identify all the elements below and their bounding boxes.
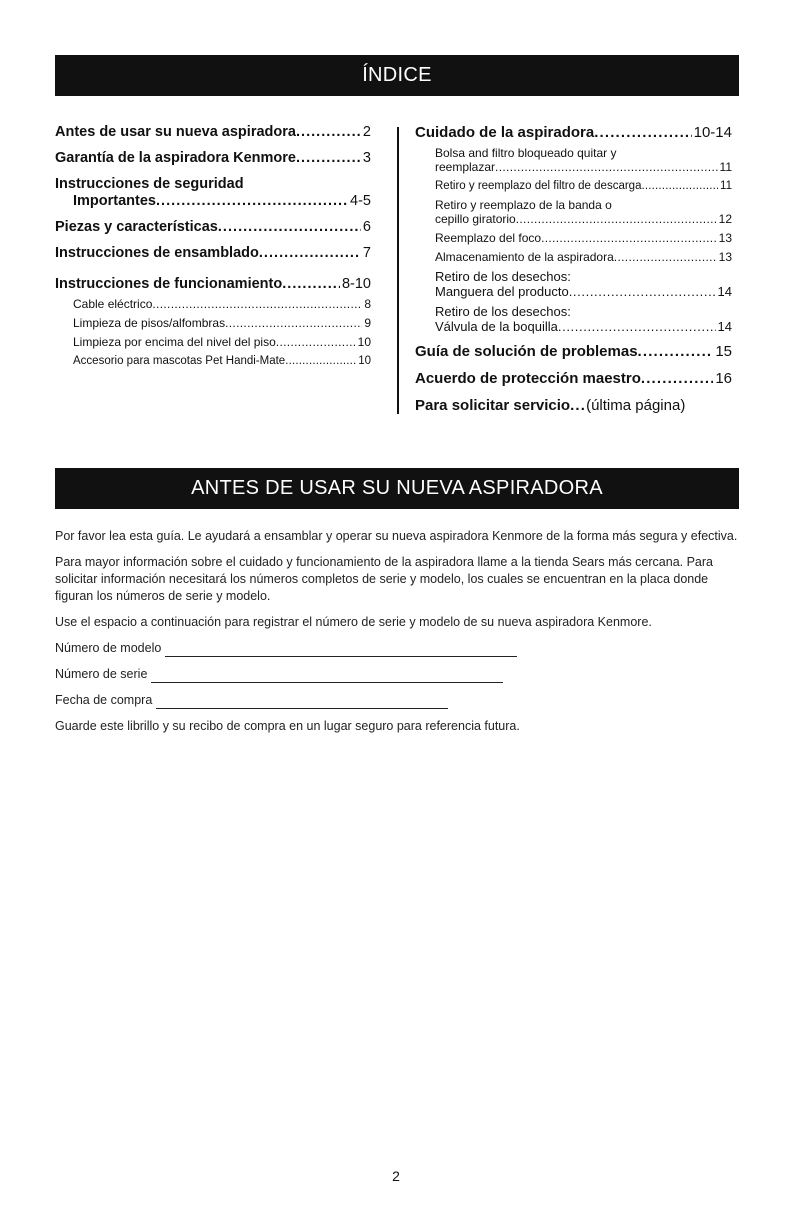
toc-sub-page: 9 [364,316,371,330]
intro-section [55,528,739,744]
toc-entry-page: (última página) [586,397,686,414]
toc-header: ÍNDICE [55,55,739,96]
toc-entry-page: 16 [715,370,732,387]
toc-sub-entry[interactable] [435,269,732,299]
toc-sub-entry[interactable] [435,198,732,226]
paragraph: Para mayor información sobre el cuidado y funcionamiento de la aspiradora llame a la tienda Sears más cercana. Para solicitar información necesitará los números completos de serie y modelo, los cuales se encuentran en la placa donde figuran los números de serie y modelo. [55,555,713,603]
leader-dots [296,150,361,167]
toc-sub-title: Manguera del producto [435,284,569,299]
purchase-date-line[interactable] [156,694,448,709]
toc-sub-title: Cable eléctrico [73,297,153,311]
toc-sub-title-line1: Retiro y reemplazo de la banda o [435,198,612,212]
toc-sub-title: Accesorio para mascotas Pet Handi-Mate [73,355,286,367]
toc-sub-page: 13 [718,231,732,245]
toc-entry-title: Acuerdo de protección maestro [415,370,641,387]
toc-sub-title: Limpieza de pisos/alfombras [73,316,226,330]
toc-entry-title-line1: Instrucciones de seguridad [55,176,244,192]
toc-sub-title: cepillo giratorio [435,212,516,226]
toc-entry-title: Instrucciones de funcionamiento [55,276,283,292]
leader-dots [285,354,356,368]
toc-entry-page: 15 [715,343,732,360]
toc-entry-title: Instrucciones de ensamblado [55,245,259,261]
leader-dots [638,343,714,361]
leader-dots [218,219,361,236]
model-number-field [55,640,739,657]
toc-sub-title: reemplazar [435,160,496,174]
toc-sub-title: Limpieza por encima del nivel del piso [73,335,276,349]
toc-sub-entry[interactable] [435,250,732,264]
leader-dots [225,316,362,330]
toc-sub-entry[interactable] [435,231,732,245]
toc-entry-page: 10-14 [693,124,732,141]
purchase-date-label: Fecha de compra [55,693,153,707]
leader-dots [152,297,362,311]
toc-sub-title-line1: Bolsa and filtro bloqueado quitar y [435,146,617,160]
toc-entry-page: 4-5 [350,193,371,209]
leader-dots [276,335,356,349]
leader-dots [569,284,716,299]
leader-dots [594,124,691,142]
toc-sub-page: 10 [358,355,371,367]
toc-sub-page: 14 [717,284,732,299]
toc-sub-list [73,297,371,368]
model-number-line[interactable] [165,642,517,657]
toc-left-column [55,124,371,377]
toc-sub-title-line1: Retiro de los desechos: [435,269,571,284]
toc-sub-title: Reemplazo del foco [435,231,542,245]
page-number: 2 [392,1168,400,1184]
toc-sub-list [435,146,732,334]
toc-sub-page: 8 [364,297,371,311]
leader-dots [516,212,717,226]
toc-sub-entry[interactable] [435,179,732,193]
closing-paragraph: Guarde este librillo y su recibo de compra en un lugar seguro para referencia futura. [55,719,520,733]
leader-dots [259,245,361,262]
toc-entry-title: Garantía de la aspiradora Kenmore [55,150,296,166]
toc-entry-title: Para solicitar servicio [415,397,571,414]
leader-dots [641,370,713,388]
serial-number-line[interactable] [151,668,503,683]
leader-dots [282,276,340,293]
toc-entry[interactable] [55,245,371,262]
toc-entry[interactable] [55,276,371,293]
leader-dots [495,160,718,174]
toc-entry-title: Antes de usar su nueva aspiradora [55,124,296,140]
toc-entry[interactable] [415,397,732,415]
toc-entry-page: 8-10 [341,276,371,292]
toc-sub-page: 11 [720,180,732,192]
toc-sub-page: 11 [719,160,732,174]
section-header: ANTES DE USAR SU NUEVA ASPIRADORA [55,468,739,509]
toc-entry[interactable] [55,150,371,167]
toc-right-column [415,124,732,424]
toc-entry[interactable] [415,124,732,142]
toc-entry[interactable] [55,176,371,210]
leader-dots [296,124,361,141]
toc-entry-title: Cuidado de la aspiradora [415,124,595,141]
toc-entry[interactable] [415,370,732,388]
leader-dots [156,193,348,210]
toc-sub-page: 14 [717,319,732,334]
leader-dots [614,250,717,264]
leader-dots [641,179,718,193]
toc-sub-title: Retiro y reemplazo del filtro de descarga [435,180,642,192]
toc-entry-title: Guía de solución de problemas [415,343,638,360]
toc-entry[interactable] [55,124,371,141]
toc-entry-title: Importantes [73,193,156,209]
toc-entry-title: Piezas y características [55,219,218,235]
toc-entry[interactable] [55,219,371,236]
toc-entry-page: 3 [362,150,371,166]
toc-entry-page: 6 [362,219,371,235]
toc-sub-page: 13 [718,250,732,264]
toc-sub-entry[interactable] [435,304,732,334]
toc-entry[interactable] [415,343,732,361]
toc-sub-page: 10 [357,335,371,349]
paragraph: Por favor lea esta guía. Le ayudará a ensamblar y operar su nueva aspiradora Kenmore de la forma más segura y efectiva. [55,529,738,543]
column-divider [397,127,399,414]
toc-sub-page: 12 [718,212,732,226]
toc-sub-entry[interactable] [73,354,371,368]
toc-sub-title: Válvula de la boquilla [435,319,558,334]
toc-sub-title: Almacenamiento de la aspiradora [435,250,614,264]
toc-sub-entry[interactable] [435,146,732,174]
toc-entry-page: 2 [362,124,371,140]
serial-number-label: Número de serie [55,667,148,681]
toc-entry-page: 7 [362,245,371,261]
leader-dots [541,231,717,245]
toc-sub-title-line1: Retiro de los desechos: [435,304,571,319]
model-number-label: Número de modelo [55,641,162,655]
toc-sub-entry[interactable] [73,316,371,330]
paragraph: Use el espacio a continuación para registrar el número de serie y modelo de su nueva aspiradora Kenmore. [55,615,652,629]
toc-sub-entry[interactable] [73,297,371,311]
serial-number-field [55,666,739,683]
leader-dots [570,397,584,415]
purchase-date-field [55,692,739,709]
leader-dots [558,319,716,334]
toc-sub-entry[interactable] [73,335,371,349]
